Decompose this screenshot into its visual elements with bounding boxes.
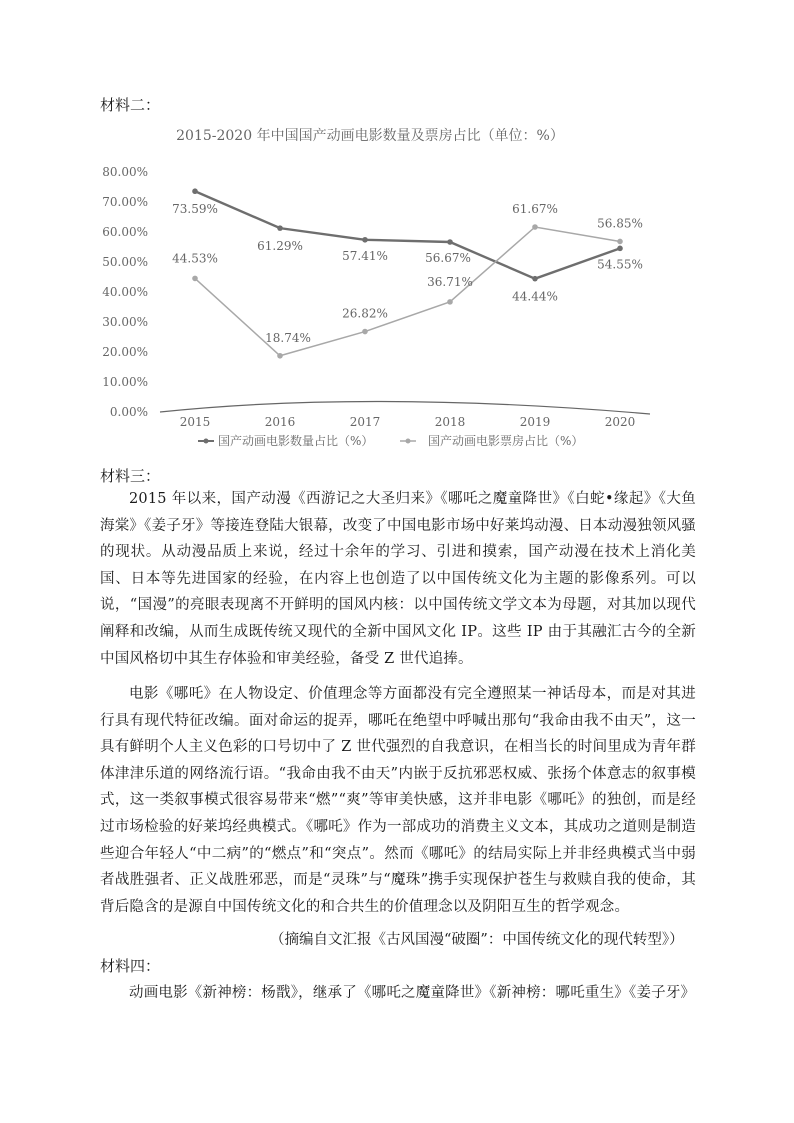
x-tick-label: 2015 [179,415,211,429]
data-label: 61.29% [257,239,303,254]
data-point [447,239,453,245]
y-tick-label: 70.00% [102,195,148,209]
data-label: 73.59% [172,202,218,217]
data-label: 44.53% [172,251,218,266]
y-tick-label: 80.00% [102,165,148,179]
y-tick-label: 10.00% [102,375,148,389]
data-point [192,188,198,194]
x-tick-label: 2018 [434,415,466,429]
material4-label: 材料四： [100,957,161,975]
series-layer [172,188,643,358]
line-chart [100,120,660,460]
x-axis [180,415,636,429]
data-label: 36.71% [427,274,473,289]
data-label: 56.85% [597,216,643,231]
y-tick-label: 60.00% [102,225,148,239]
x-tick-label: 2020 [604,415,636,429]
chart-title: 2015-2020 年中国国产动画电影数量及票房占比（单位：%） [176,128,564,144]
paragraph-3: 动画电影《新神榜：杨戬》，继承了《哪吒之魔童降世》《新神榜：哪吒重生》《姜子牙》 [129,985,696,1001]
y-tick-label: 40.00% [102,285,148,299]
legend-series-2: 国产动画电影票房占比（%） [428,434,584,448]
data-label: 56.67% [425,250,471,265]
data-point [192,276,198,282]
data-point [277,225,283,231]
x-tick-label: 2016 [264,415,296,429]
paragraph-1: 2015 年以来，国产动漫《西游记之大圣归来》《哪吒之魔童降世》《白蛇•缘起》《大鱼海棠》《姜子牙》等接连登陆大银幕，改变了中国电影市场中好莱坞动漫、日本动漫独领风骚的现状。从动漫品质上来说，经过十余年的学习、引进和摸索，国产动漫在技术上消化美国、日本等先进国家的经验，在内容上也创造了以中国传统文化为主题的影像系列。可以说，“国漫”的亮眼表现离不开鲜明的国风内核：以中国传统文学文本为母题，对其加以现代阐释和改编，从而生成既传统又现代的全新中国风文化 IP。这些 IP 由于其融汇古今的全新中国风格切中其生存体验和审美经验，备受 Z 世代追捧。 [100,491,696,667]
data-point [617,239,623,245]
data-point [532,224,538,230]
data-label: 26.82% [342,306,388,321]
paragraph-2: 电影《哪吒》在人物设定、价值理念等方面都没有完全遵照某一神话母本，而是对其进行具有现代特征改编。面对命运的捉弄，哪吒在绝望中呼喊出那句“我命由我不由天”，这一具有鲜明个人主义色彩的口号切中了 Z 世代强烈的自我意识，在相当长的时间里成为青年群体津津乐道的网络流行语。“我命由我不由天”内嵌于反抗邪恶权威、张扬个体意志的叙事模式，这一类叙事模式很容易带来“燃”“爽”等审美快感，这并非电影《哪吒》的独创，而是经过市场检验的好莱坞经典模式。《哪吒》作为一部成功的消费主义文本，其成功之道则是制造些迎合年轻人“中二病”的“燃点”和“突点”。然而《哪吒》的结局实际上并非经典模式当中弱者战胜强者、正义战胜邪恶，而是“灵珠”与“魔珠”携手实现保护苍生与救赎自我的使命，其背后隐含的是源自中国传统文化的和合共生的价值理念以及阴阳互生的哲学观念。 [100,686,696,915]
data-label: 57.41% [342,248,388,263]
data-label: 54.55% [597,257,643,272]
y-tick-label: 20.00% [102,345,148,359]
data-point [277,353,283,359]
data-point [532,276,538,282]
data-point [617,246,623,252]
data-point [447,299,453,305]
y-tick-label: 0.00% [109,405,148,419]
y-tick-label: 30.00% [102,315,148,329]
x-tick-label: 2019 [519,415,551,429]
data-label: 44.44% [512,289,558,304]
x-axis-baseline [160,401,650,414]
material3-label: 材料三： [100,467,161,485]
material2-label: 材料二： [100,96,161,114]
legend [198,433,583,448]
data-label: 18.74% [265,330,311,345]
legend-series-1: 国产动画电影数量占比（%） [218,434,374,448]
data-label: 61.67% [512,201,558,216]
data-point [362,329,368,335]
y-axis [102,165,148,419]
source-citation: （摘编自文汇报《古风国漫“破圈”：中国传统文化的现代转型》） [270,932,684,948]
data-point [362,237,368,243]
x-tick-label: 2017 [349,415,381,429]
y-tick-label: 50.00% [102,255,148,269]
